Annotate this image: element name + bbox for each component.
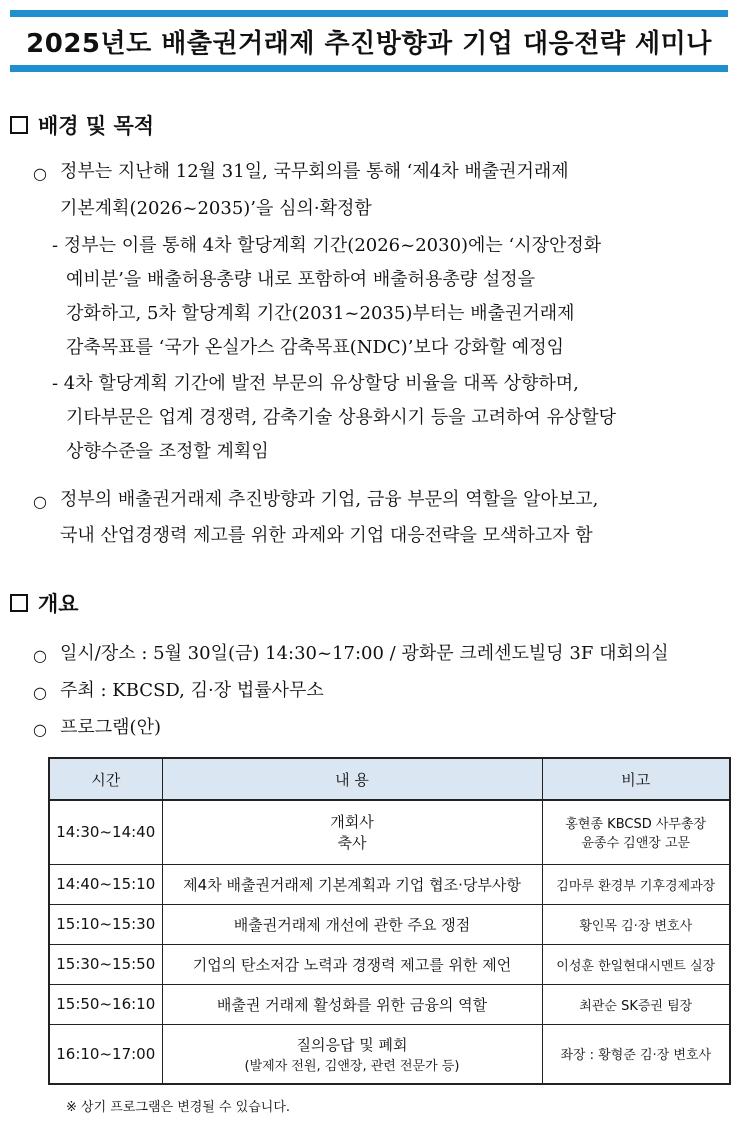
section-background-label: 배경 및 목적 (38, 114, 155, 138)
program-table (48, 757, 731, 1085)
row-note: 이성훈 한일현대시멘트 실장 (542, 944, 730, 984)
row-time: 16:10~17:00 (49, 1024, 162, 1084)
table-row (49, 984, 730, 1024)
title-box (10, 10, 728, 72)
row-time: 14:30~14:40 (49, 800, 162, 864)
row-content-line: 질의응답 및 폐회 (296, 1035, 408, 1054)
bullet-circle-icon: ○ (33, 720, 47, 739)
row-content (162, 1024, 542, 1084)
row-note: 최관순 SK증권 팀장 (542, 984, 730, 1024)
background-sub2-line2: 기타부문은 업계 경쟁력, 감축기술 상용화시기 등을 고려하여 유상할당 (66, 407, 617, 428)
bullet-circle-icon: ○ (33, 164, 47, 183)
row-time: 15:30~15:50 (49, 944, 162, 984)
page-title: 2025년도 배출권거래제 추진방향과 기업 대응전략 세미나 (26, 28, 712, 59)
title-top-bar (10, 10, 728, 17)
background-bullet1-line2: 기본계획(2026~2035)’을 심의·확정함 (60, 198, 372, 219)
bullet-circle-icon: ○ (33, 492, 47, 511)
program-footnote: ※ 상기 프로그램은 변경될 수 있습니다. (66, 1100, 291, 1115)
background-sub1-line2: 예비분’을 배출허용총량 내로 포함하여 배출허용총량 설정을 (66, 269, 536, 290)
row-note (542, 800, 730, 864)
row-note: 김마루 환경부 기후경제과장 (542, 864, 730, 904)
row-note-line: 홍현종 KBCSD 사무총장 (565, 817, 707, 833)
title-bottom-bar (10, 65, 728, 72)
background-sub2-line1: - 4차 할당계획 기간에 발전 부문의 유상할당 비율을 대폭 상향하며, (52, 373, 579, 394)
background-sub1-line3: 강화하고, 5차 할당계획 기간(2031~2035)부터는 배출권거래제 (66, 303, 575, 324)
row-content: 제4차 배출권거래제 기본계획과 기업 협조·당부사항 (162, 864, 542, 904)
row-content-line: 개회사 (330, 813, 374, 832)
row-note-line: 윤종수 김앤장 고문 (581, 836, 691, 852)
background-bullet1-line1: 정부는 지난해 12월 31일, 국무회의를 통해 ‘제4차 배출권거래제 (60, 161, 569, 182)
table-row (49, 800, 730, 864)
overview-host: 주최 : KBCSD, 김·장 법률사무소 (60, 680, 324, 701)
section-overview-label: 개요 (38, 592, 79, 616)
bullet-circle-icon: ○ (33, 683, 47, 702)
row-time: 14:40~15:10 (49, 864, 162, 904)
background-bullet2-line1: 정부의 배출권거래제 추진방향과 기업, 금융 부문의 역할을 알아보고, (60, 489, 599, 510)
row-time: 15:50~16:10 (49, 984, 162, 1024)
row-content (162, 800, 542, 864)
table-row (49, 904, 730, 944)
header-note: 비고 (542, 758, 730, 800)
row-content: 배출권거래제 개선에 관한 주요 쟁점 (162, 904, 542, 944)
background-sub2-line3: 상향수준을 조정할 계획임 (66, 441, 269, 462)
section-background-heading (10, 110, 154, 140)
table-row (49, 864, 730, 904)
section-box-icon (10, 594, 28, 612)
section-box-icon (10, 116, 28, 134)
row-content-line: 축사 (337, 834, 367, 853)
background-sub1-line1: - 정부는 이를 통해 4차 할당계획 기간(2026~2030)에는 ‘시장안정화 (52, 235, 602, 256)
row-time: 15:10~15:30 (49, 904, 162, 944)
header-time: 시간 (49, 758, 162, 800)
row-content: 배출권 거래제 활성화를 위한 금융의 역할 (162, 984, 542, 1024)
overview-schedule: 일시/장소 : 5월 30일(금) 14:30~17:00 / 광화문 크레센도빌딩 3F 대회의실 (60, 643, 669, 664)
row-note: 좌장 : 황형준 김·장 변호사 (542, 1024, 730, 1084)
row-content-subline: (발제자 전원, 김앤장, 관련 전문가 등) (244, 1058, 460, 1074)
table-row (49, 1024, 730, 1084)
background-bullet2-line2: 국내 산업경쟁력 제고를 위한 과제와 기업 대응전략을 모색하고자 함 (60, 525, 593, 546)
bullet-circle-icon: ○ (33, 646, 47, 665)
section-overview-heading (10, 588, 79, 618)
overview-program: 프로그램(안) (60, 717, 161, 738)
row-content: 기업의 탄소저감 노력과 경쟁력 제고를 위한 제언 (162, 944, 542, 984)
header-content: 내 용 (162, 758, 542, 800)
background-sub1-line4: 감축목표를 ‘국가 온실가스 감축목표(NDC)’보다 강화할 예정임 (66, 337, 564, 358)
table-header-row (49, 758, 730, 800)
row-note: 황인목 김·장 변호사 (542, 904, 730, 944)
table-row (49, 944, 730, 984)
